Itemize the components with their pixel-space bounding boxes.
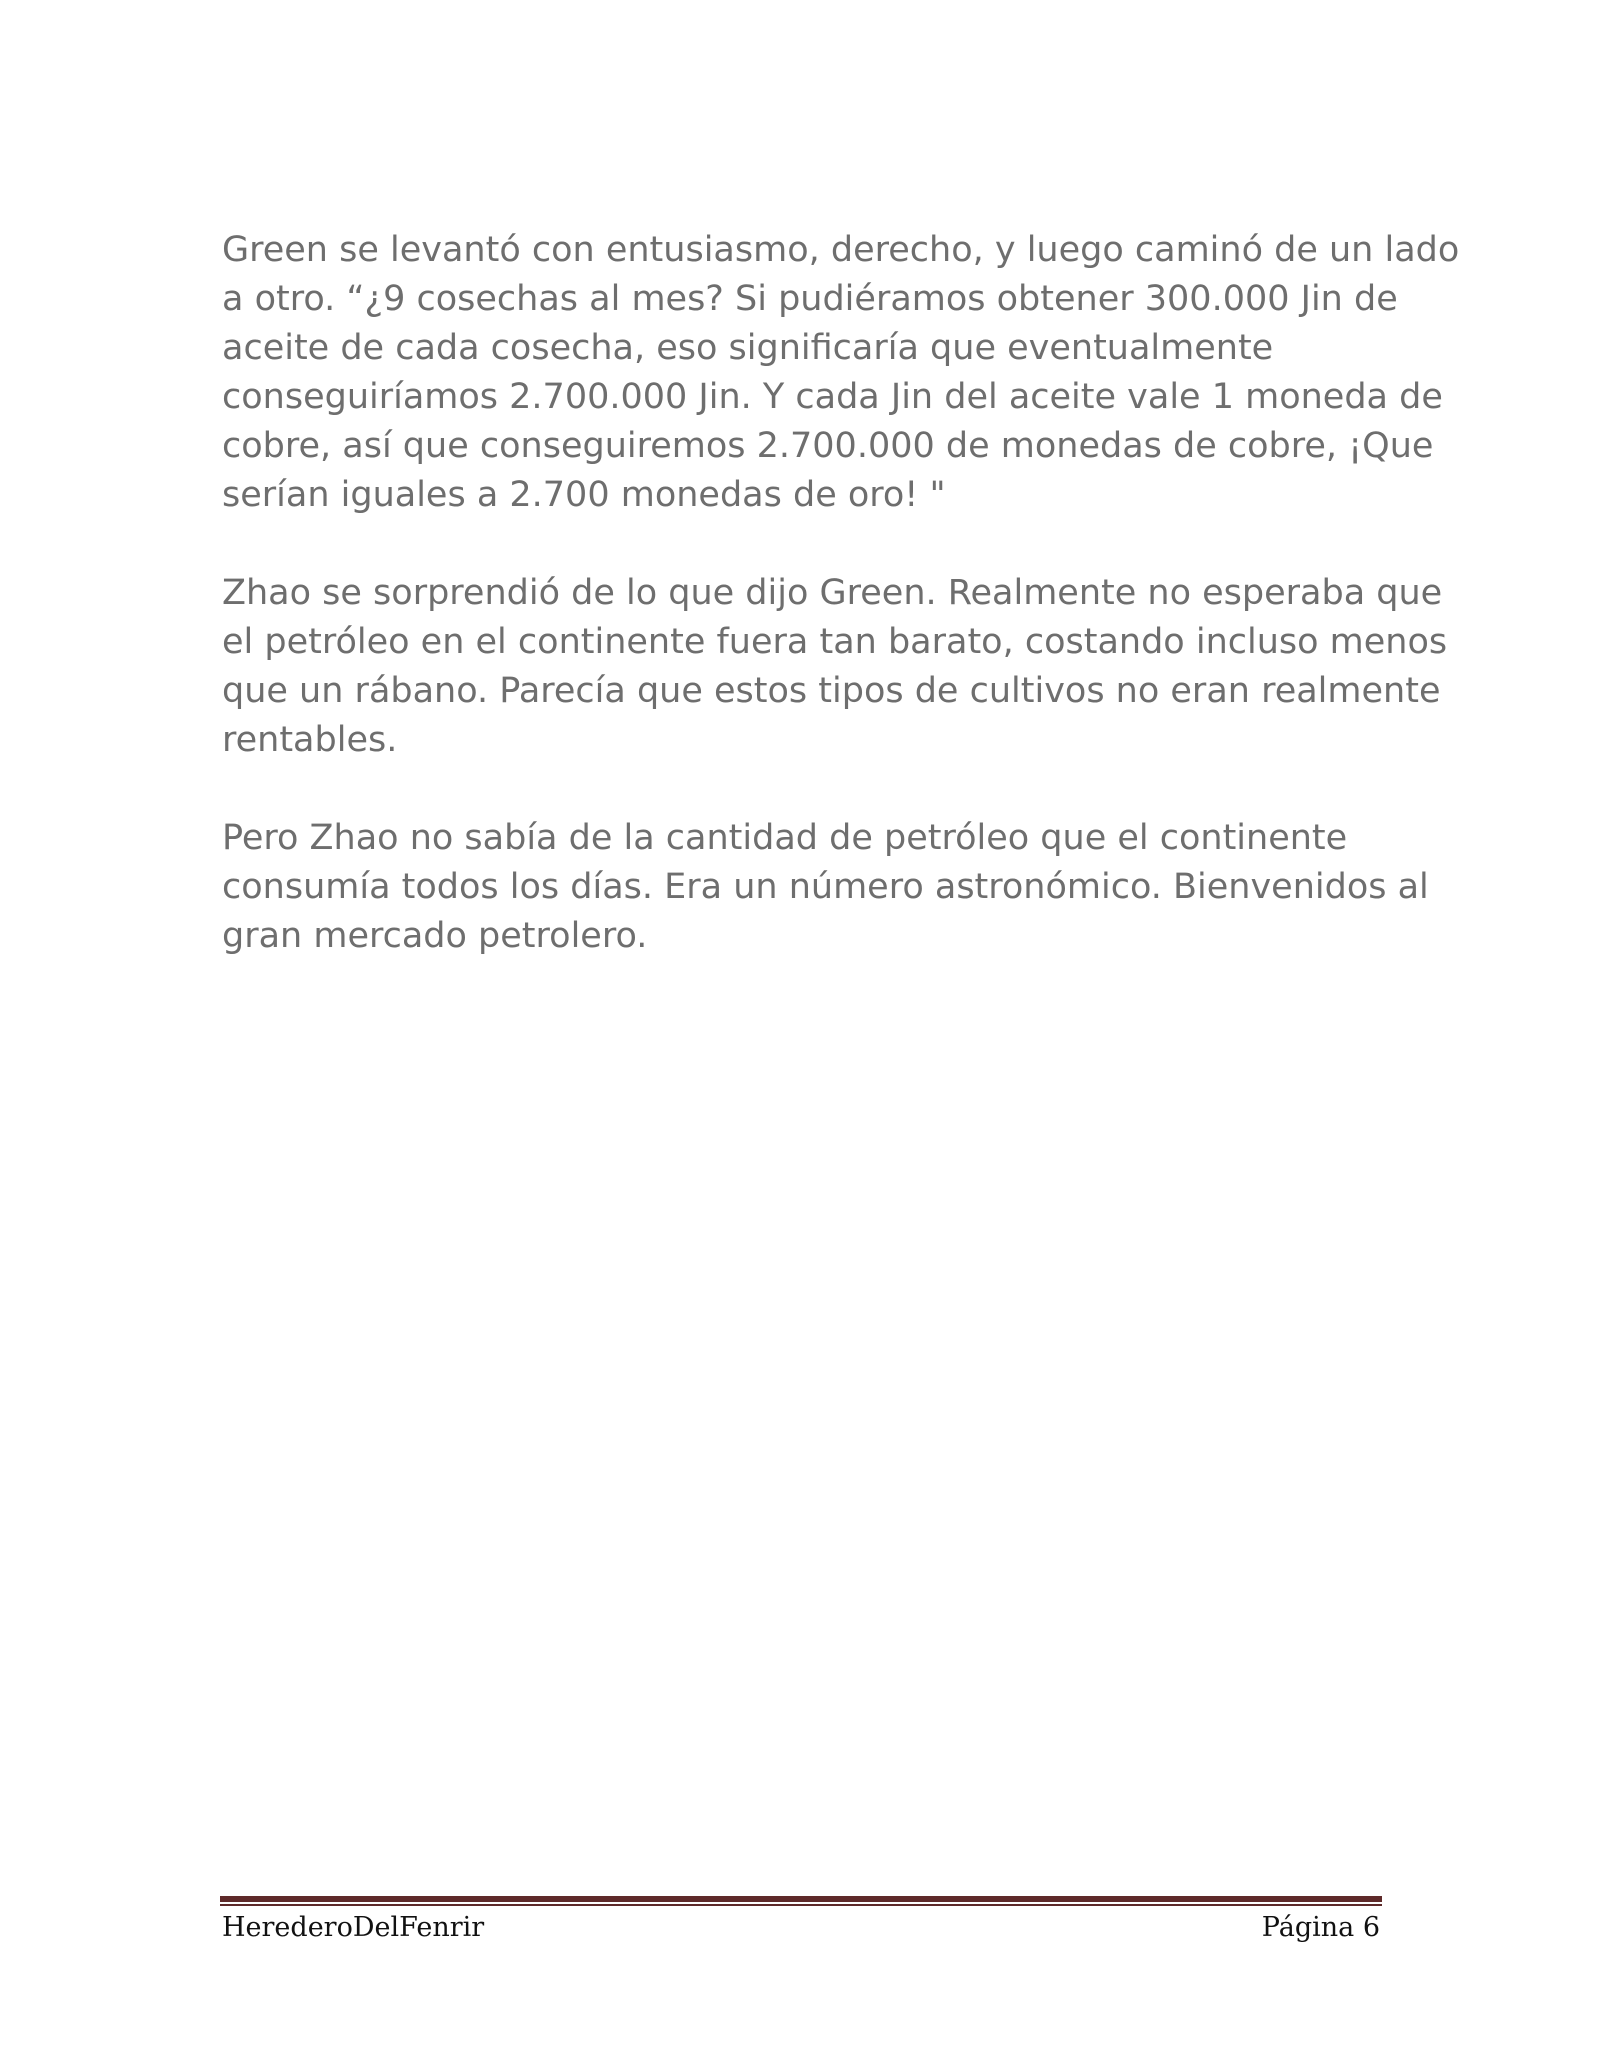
text-line: cobre, así que conseguiremos 2.700.000 de monedas de cobre, ¡Que [222,426,1434,466]
text-line: el petróleo en el continente fuera tan barato, costando incluso menos [222,622,1448,662]
text-line: Green se levantó con entusiasmo, derecho, y luego caminó de un lado [222,230,1460,270]
text-line: serían iguales a 2.700 monedas de oro! " [222,475,946,515]
text-line: rentables. [222,720,398,760]
text-line: Zhao se sorprendió de lo que dijo Green. Realmente no esperaba que [222,573,1443,613]
paragraph-3 [222,814,1429,961]
page-footer [222,1908,1380,1948]
text-line: Pero Zhao no sabía de la cantidad de petróleo que el continente [222,818,1348,858]
footer-divider-thick [220,1896,1382,1902]
paragraph-2 [222,569,1448,765]
footer-divider-thin [220,1904,1382,1906]
footer-page-number: Página 6 [1261,1912,1380,1943]
footer-author: HerederoDelFenrir [222,1912,485,1943]
text-line: gran mercado petrolero. [222,916,648,956]
text-line: consumía todos los días. Era un número astronómico. Bienvenidos al [222,867,1429,907]
text-line: a otro. “¿9 cosechas al mes? Si pudiéramos obtener 300.000 Jin de [222,279,1398,319]
text-line: que un rábano. Parecía que estos tipos de cultivos no eran realmente [222,671,1441,711]
paragraph-1 [222,226,1460,520]
text-line: aceite de cada cosecha, eso significaría que eventualmente [222,328,1274,368]
footer-divider [220,1896,1382,1906]
text-line: conseguiríamos 2.700.000 Jin. Y cada Jin del aceite vale 1 moneda de [222,377,1443,417]
body-text [222,226,1460,1010]
